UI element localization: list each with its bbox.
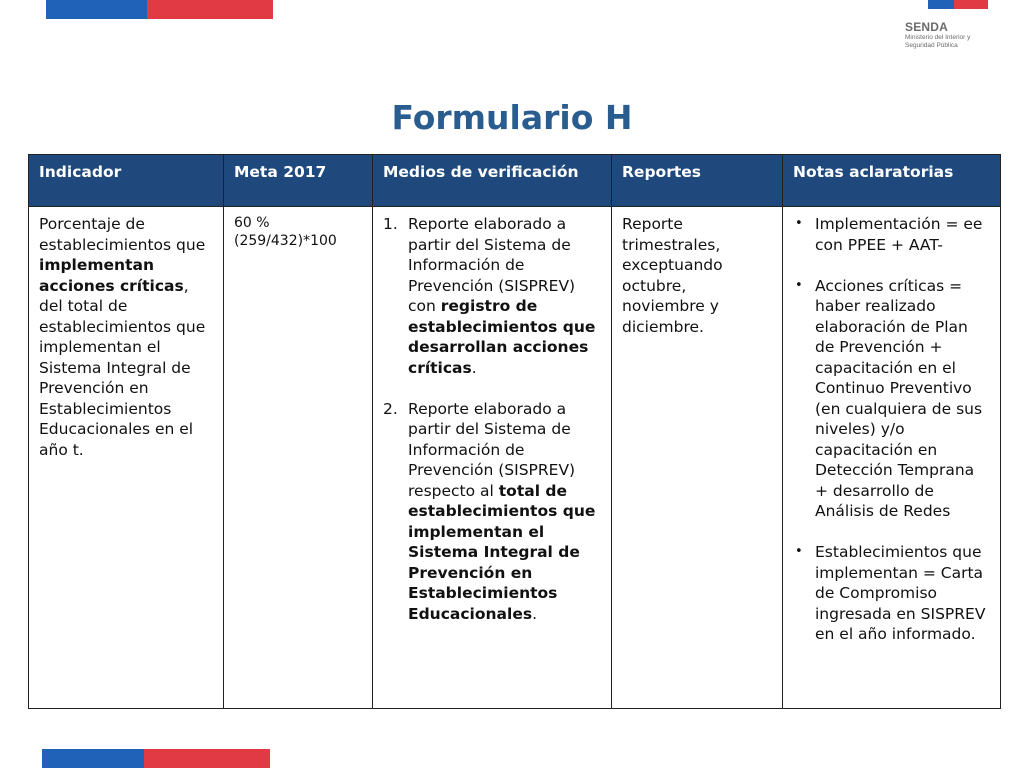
cell-meta [224, 207, 373, 709]
header-medios: Medios de verificación [373, 155, 612, 207]
brand-bar-red [144, 749, 270, 768]
notas-list [793, 214, 990, 645]
table-row [29, 207, 1001, 709]
logo-brand-bar [928, 0, 988, 9]
cell-indicador [29, 207, 224, 709]
logo-sub-line1: Ministerio del Interior y [905, 34, 971, 41]
cell-medios [373, 207, 612, 709]
header-indicador: Indicador [29, 155, 224, 207]
nota-text: Acciones críticas = haber realizado elaboración de Plan de Prevención + capacitación en el Continuo Preventivo (en cualquiera de sus niveles) y/o capacitación en Detección Temprana + desarrollo de Análisis de Redes [815, 276, 983, 520]
list-item [383, 214, 601, 378]
cell-reportes: Reporte trimestrales, exceptuando octubre, noviembre y diciembre. [612, 207, 783, 709]
indicador-text-1: Porcentaje de establecimientos que [39, 215, 206, 254]
indicador-text-bold: implementan acciones críticas [39, 256, 184, 295]
medios-2-text: Reporte elaborado a partir del Sistema de Información de Prevención (SISPREV) respecto al [408, 399, 576, 500]
logo-bar-red [954, 0, 988, 9]
meta-value: 60 % [234, 215, 270, 231]
medios-2-bold: total de establecimientos que implementan el Sistema Integral de Prevención en Establecimientos Educacionales [408, 481, 596, 623]
logo-bar-blue [928, 0, 954, 9]
bullet-icon: • [795, 216, 803, 231]
brand-bar-blue [42, 749, 144, 768]
medios-1-end: . [471, 358, 477, 377]
list-item [793, 276, 990, 522]
formulario-table [28, 154, 1001, 709]
bullet-icon: • [795, 544, 803, 559]
senda-logo [905, 20, 970, 50]
list-item [793, 214, 990, 255]
medios-list [383, 214, 601, 624]
logo-name: SENDA [905, 20, 949, 34]
bullet-icon: • [795, 277, 803, 293]
medios-1-bold: registro de establecimientos que desarrollan acciones críticas [408, 297, 596, 377]
nota-text: Establecimientos que implementan = Carta de Compromiso ingresada en SISPREV en el año informado. [815, 543, 986, 643]
list-item [793, 542, 990, 645]
table-header-row [29, 155, 1001, 207]
cell-notas [783, 207, 1001, 709]
header-notas: Notas aclaratorias [783, 155, 1001, 207]
page-title: Formulario H [391, 98, 633, 137]
medios-1-text: Reporte elaborado a partir del Sistema de Información de Prevención (SISPREV) con [408, 215, 576, 315]
bottom-brand-bar [42, 749, 270, 768]
nota-text: Implementación = ee con PPEE + AAT- [815, 215, 983, 254]
top-brand-bar [46, 0, 273, 19]
meta-formula: (259/432)*100 [234, 233, 337, 249]
header-reportes: Reportes [612, 155, 783, 207]
medios-2-end: . [532, 604, 537, 623]
list-number: 2. [383, 399, 398, 418]
logo-sub-line2: Seguridad Pública [905, 42, 958, 49]
list-number: 1. [383, 215, 398, 233]
brand-bar-red [147, 0, 273, 19]
list-item [383, 399, 601, 625]
brand-bar-blue [46, 0, 147, 19]
indicador-text-3: , del total de establecimientos que implementan el Sistema Integral de Prevención en Establecimientos Educacionales en el año t. [39, 276, 206, 459]
header-meta: Meta 2017 [224, 155, 373, 207]
